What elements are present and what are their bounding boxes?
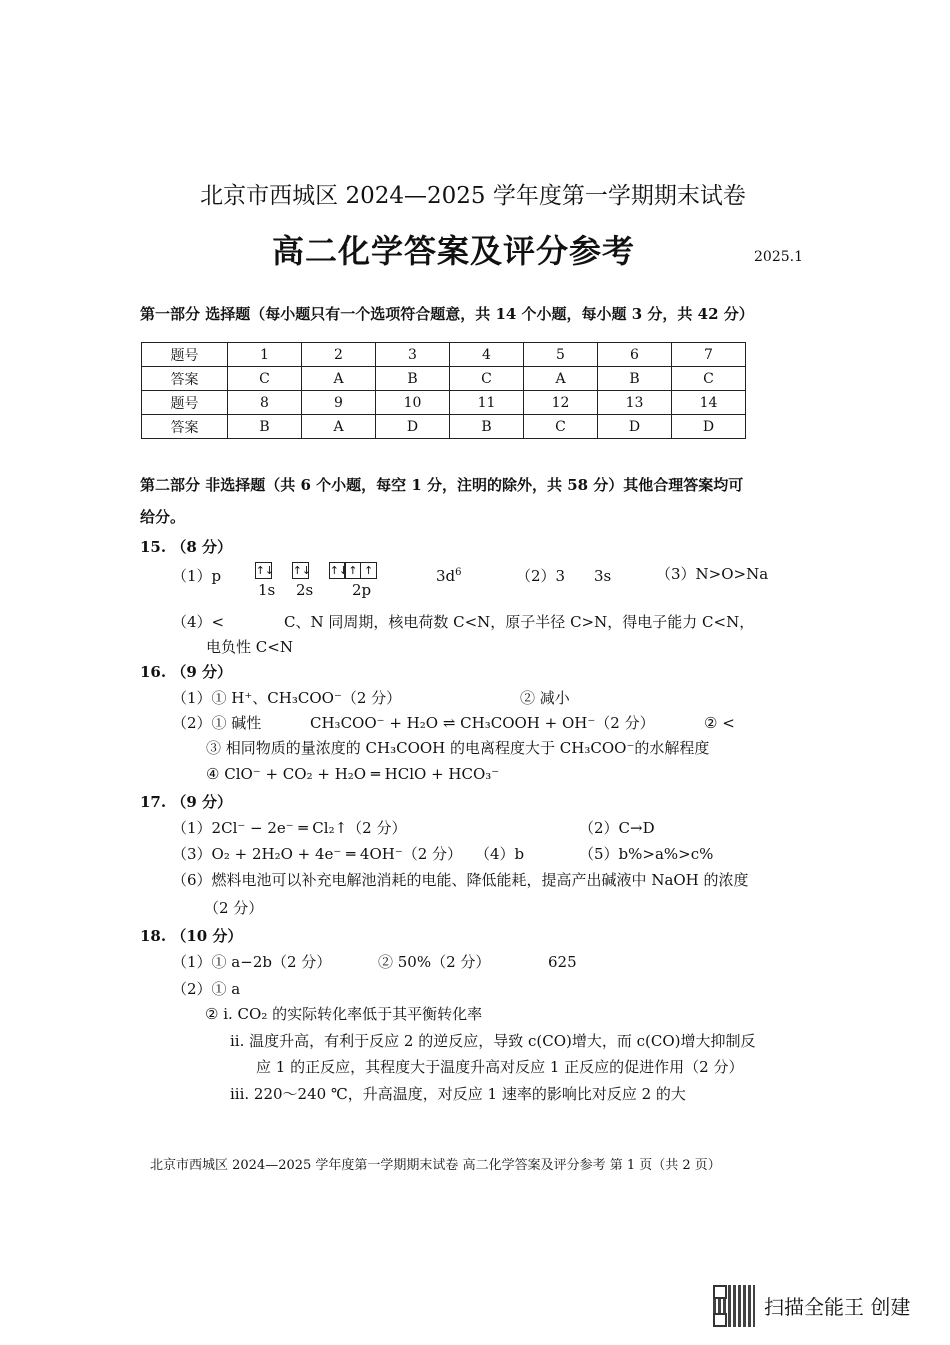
table-cell: B: [598, 367, 672, 391]
qr-code-icon: [713, 1285, 755, 1327]
table-cell: 13: [598, 391, 672, 415]
q15-answer-4c: 电负性 C<N: [206, 638, 293, 656]
table-row: [142, 367, 746, 391]
table-cell: B: [228, 415, 302, 439]
table-cell: C: [524, 415, 598, 439]
table-cell: 11: [450, 391, 524, 415]
orbital-1s: [255, 562, 275, 579]
table-cell: D: [598, 415, 672, 439]
orbital-box: ↑↓: [329, 564, 349, 577]
table-cell: 8: [228, 391, 302, 415]
table-row: [142, 343, 746, 367]
q16-line1b: ② 减小: [520, 689, 570, 707]
page-footer: 北京市西城区 2024—2025 学年度第一学期期末试卷 高二化学答案及评分参考 第 1 页（共 2 页）: [150, 1158, 721, 1173]
row-header-cell: 答案: [142, 367, 228, 391]
q17-heading: 17. （9 分）: [140, 793, 232, 811]
part2-heading: 第二部分 非选择题（共 6 个小题，每空 1 分，注明的除外，共 58 分）其他合理答案均可: [140, 476, 744, 494]
table-cell: 6: [598, 343, 672, 367]
table-cell: 14: [672, 391, 746, 415]
document-title: 高二化学答案及评分参考: [272, 232, 636, 270]
q15-answer-3: （3）N>O>Na: [656, 565, 769, 583]
q15-answer-2b: 3s: [594, 567, 612, 585]
table-cell: 1: [228, 343, 302, 367]
q15-answer-2: （2）3: [516, 567, 566, 585]
orbital-box: ↑↓: [255, 564, 275, 577]
orbital-2s: [292, 562, 312, 579]
table-row: [142, 415, 746, 439]
q15-answer-4b: C、N 同周期，核电荷数 C<N，原子半径 C>N，得电子能力 C<N，: [284, 613, 755, 631]
table-cell: C: [672, 367, 746, 391]
orbital-label: 2p: [352, 581, 372, 599]
table-cell: 12: [524, 391, 598, 415]
orbital-2p: [330, 562, 377, 579]
table-cell: D: [376, 415, 450, 439]
q17-line2: （3）O₂ + 2H₂O + 4e⁻ ═ 4OH⁻（2 分）: [172, 845, 463, 863]
q18-line6: iii. 220～240 ℃，升高温度，对反应 1 速率的影响比对反应 2 的大: [230, 1085, 686, 1103]
q16-heading: 16. （9 分）: [140, 663, 232, 681]
orbital-box: ↑: [344, 562, 361, 579]
q15-answer-1b: $3d^6$: [436, 567, 462, 585]
orbital-label: 2s: [296, 581, 314, 599]
exam-title: 北京市西城区 2024—2025 学年度第一学期期末试卷: [200, 183, 746, 209]
q16-line4: ④ ClO⁻ + CO₂ + H₂O ═ HClO + HCO₃⁻: [206, 765, 500, 783]
q15-answer-4: （4）<: [172, 613, 225, 631]
table-cell: 10: [376, 391, 450, 415]
q18-line2: （2）① a: [172, 980, 241, 998]
q18-line1: （1）① a−2b（2 分）: [172, 953, 332, 971]
q17-line1b: （2）C→D: [579, 819, 655, 837]
q17-line2b: （4）b: [475, 845, 525, 863]
q18-line4: ii. 温度升高，有利于反应 2 的逆反应，导致 c(CO)增大，而 c(CO)增大抑制反: [230, 1032, 756, 1050]
q17-line4: （2 分）: [204, 899, 264, 917]
table-cell: 2: [302, 343, 376, 367]
orbital-box: ↑: [360, 562, 377, 579]
q17-line2c: （5）b%>a%>c%: [579, 845, 714, 863]
answer-table: [141, 342, 746, 439]
document-date: 2025.1: [754, 249, 803, 265]
table-cell: B: [376, 367, 450, 391]
q17-line3: （6）燃料电池可以补充电解池消耗的电能、降低能耗，提高产出碱液中 NaOH 的浓度: [172, 871, 749, 889]
row-header-cell: 答案: [142, 415, 228, 439]
q15-answer-1: （1）p: [172, 567, 222, 585]
q15-heading: 15. （8 分）: [140, 538, 232, 556]
q16-line3: ③ 相同物质的量浓度的 CH₃COOH 的电离程度大于 CH₃COO⁻的水解程度: [206, 739, 710, 757]
q16-line2: （2）① 碱性: [172, 714, 262, 732]
q16-line2b: CH₃COO⁻ + H₂O ⇌ CH₃COOH + OH⁻（2 分）: [310, 714, 655, 732]
table-cell: A: [302, 415, 376, 439]
table-cell: C: [450, 367, 524, 391]
scanner-watermark: 扫描全能王 创建: [764, 1295, 911, 1319]
table-cell: B: [450, 415, 524, 439]
q18-line1c: 625: [548, 953, 577, 971]
q18-line3: ② i. CO₂ 的实际转化率低于其平衡转化率: [205, 1005, 483, 1023]
q16-line1: （1）① H⁺、CH₃COO⁻（2 分）: [172, 689, 402, 707]
table-cell: A: [302, 367, 376, 391]
part1-heading: 第一部分 选择题（每小题只有一个选项符合题意，共 14 个小题，每小题 3 分，共 42 分）: [140, 305, 754, 323]
table-cell: C: [228, 367, 302, 391]
row-header-cell: 题号: [142, 343, 228, 367]
table-cell: A: [524, 367, 598, 391]
table-row: [142, 391, 746, 415]
table-cell: 9: [302, 391, 376, 415]
orbital-label: 1s: [258, 581, 276, 599]
table-cell: 5: [524, 343, 598, 367]
q18-heading: 18. （10 分）: [140, 927, 243, 945]
row-header-cell: 题号: [142, 391, 228, 415]
table-cell: 4: [450, 343, 524, 367]
q17-line1: （1）2Cl⁻ − 2e⁻ ═ Cl₂↑（2 分）: [172, 819, 407, 837]
orbital-box: ↑↓: [292, 564, 312, 577]
q18-line5: 应 1 的正反应，其程度大于温度升高对反应 1 正反应的促进作用（2 分）: [256, 1058, 744, 1076]
part2-heading-cont: 给分。: [140, 508, 186, 526]
table-cell: 3: [376, 343, 450, 367]
table-cell: D: [672, 415, 746, 439]
q16-line2c: ② <: [704, 714, 735, 732]
q18-line1b: ② 50%（2 分）: [378, 953, 491, 971]
table-cell: 7: [672, 343, 746, 367]
